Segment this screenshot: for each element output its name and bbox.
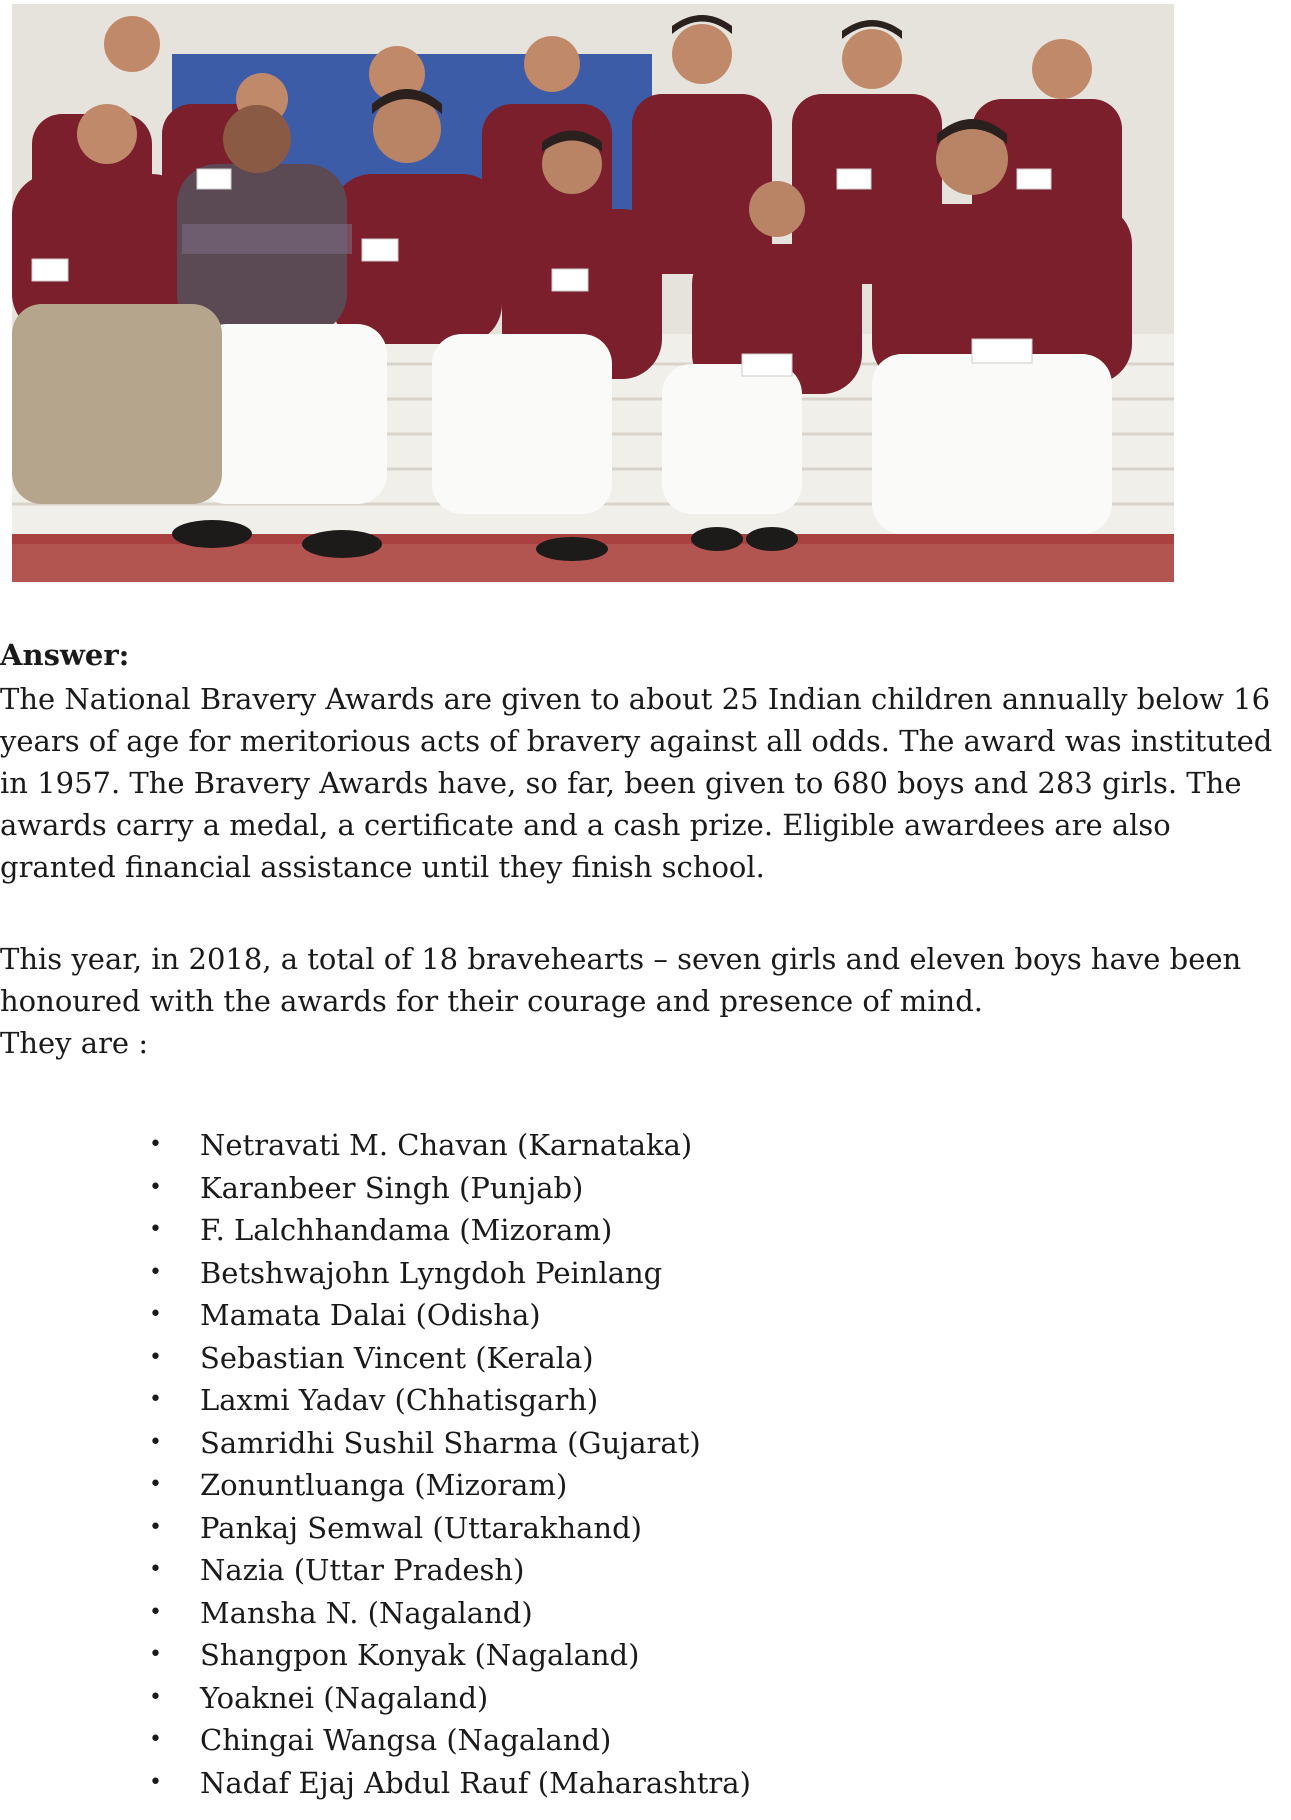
awardee-name: Netravati M. Chavan (Karnataka)	[200, 1128, 693, 1162]
list-item	[0, 1634, 1291, 1677]
awardee-name: Nazia (Uttar Pradesh)	[200, 1553, 525, 1587]
paragraph-they-are: They are :	[0, 1026, 149, 1060]
bullet-icon: •	[149, 1132, 162, 1157]
list-item	[0, 1124, 1291, 1167]
list-item	[0, 1422, 1291, 1465]
awardee-name: Mansha N. (Nagaland)	[200, 1595, 533, 1630]
awardee-name: Nadaf Ejaj Abdul Rauf (Maharashtra)	[200, 1765, 751, 1800]
awardee-name: Zonuntluanga (Mizoram)	[200, 1468, 568, 1502]
list-item	[0, 1762, 1291, 1805]
list-item	[0, 1294, 1291, 1337]
bullet-icon: •	[149, 1302, 162, 1327]
list-item	[0, 1209, 1291, 1252]
list-item	[0, 1337, 1291, 1380]
awardee-name: Laxmi Yadav (Chhatisgarh)	[200, 1383, 599, 1417]
list-item	[0, 1507, 1291, 1550]
bullet-icon: •	[149, 1429, 162, 1455]
list-item	[0, 1677, 1291, 1720]
answer-heading: Answer:	[0, 638, 130, 672]
list-item	[0, 1719, 1291, 1762]
awardee-name: Samridhi Sushil Sharma (Gujarat)	[200, 1425, 701, 1460]
awardee-name: Karanbeer Singh (Punjab)	[200, 1170, 584, 1205]
bullet-icon: •	[149, 1344, 162, 1370]
bullet-icon: •	[149, 1684, 162, 1710]
bullet-icon: •	[149, 1472, 162, 1497]
awardee-name: Chingai Wangsa (Nagaland)	[200, 1723, 612, 1757]
bullet-icon: •	[149, 1217, 162, 1242]
bullet-icon: •	[149, 1514, 162, 1540]
awardee-list	[0, 1124, 1291, 1804]
bullet-icon: •	[149, 1642, 162, 1667]
list-item	[0, 1549, 1291, 1592]
bullet-icon: •	[149, 1174, 162, 1200]
awardee-name: Betshwajohn Lyngdoh Peinlang	[200, 1255, 663, 1290]
group-photo-award-recipients-icon	[12, 4, 1174, 582]
list-item	[0, 1592, 1291, 1635]
list-item	[0, 1464, 1291, 1507]
awardee-name: Yoaknei (Nagaland)	[200, 1680, 489, 1715]
bullet-icon: •	[149, 1769, 162, 1795]
awardee-name: Mamata Dalai (Odisha)	[200, 1298, 541, 1332]
list-item	[0, 1167, 1291, 1210]
awardee-name: Pankaj Semwal (Uttarakhand)	[200, 1510, 642, 1545]
awardee-name: Sebastian Vincent (Kerala)	[200, 1340, 594, 1375]
bullet-icon: •	[149, 1599, 162, 1625]
bullet-icon: •	[149, 1727, 162, 1752]
awardee-name: F. Lalchhandama (Mizoram)	[200, 1213, 613, 1247]
list-item	[0, 1252, 1291, 1295]
bullet-icon: •	[149, 1259, 162, 1285]
awardee-name: Shangpon Konyak (Nagaland)	[200, 1638, 640, 1672]
bullet-icon: •	[149, 1387, 162, 1412]
paragraph-bravery-awards-intro: The National Bravery Awards are given to about 25 Indian children annually below 16 years of age for meritorious acts of bravery against all odds. The award was instituted in 1957. The Bravery Awards have, so far, been given to 680 boys and 283 girls. The awards carry a medal, a certificate and a cash prize. Eligible awardees are also granted financial assistance until they finish school.	[0, 682, 1273, 884]
paragraph-2018-awardees: This year, in 2018, a total of 18 bravehearts – seven girls and eleven boys have been honoured with the awards for their courage and presence of mind.	[0, 942, 1242, 1018]
answer-section	[0, 636, 1291, 1820]
list-item	[0, 1379, 1291, 1422]
bullet-icon: •	[149, 1557, 162, 1582]
group-photo	[12, 4, 1174, 582]
